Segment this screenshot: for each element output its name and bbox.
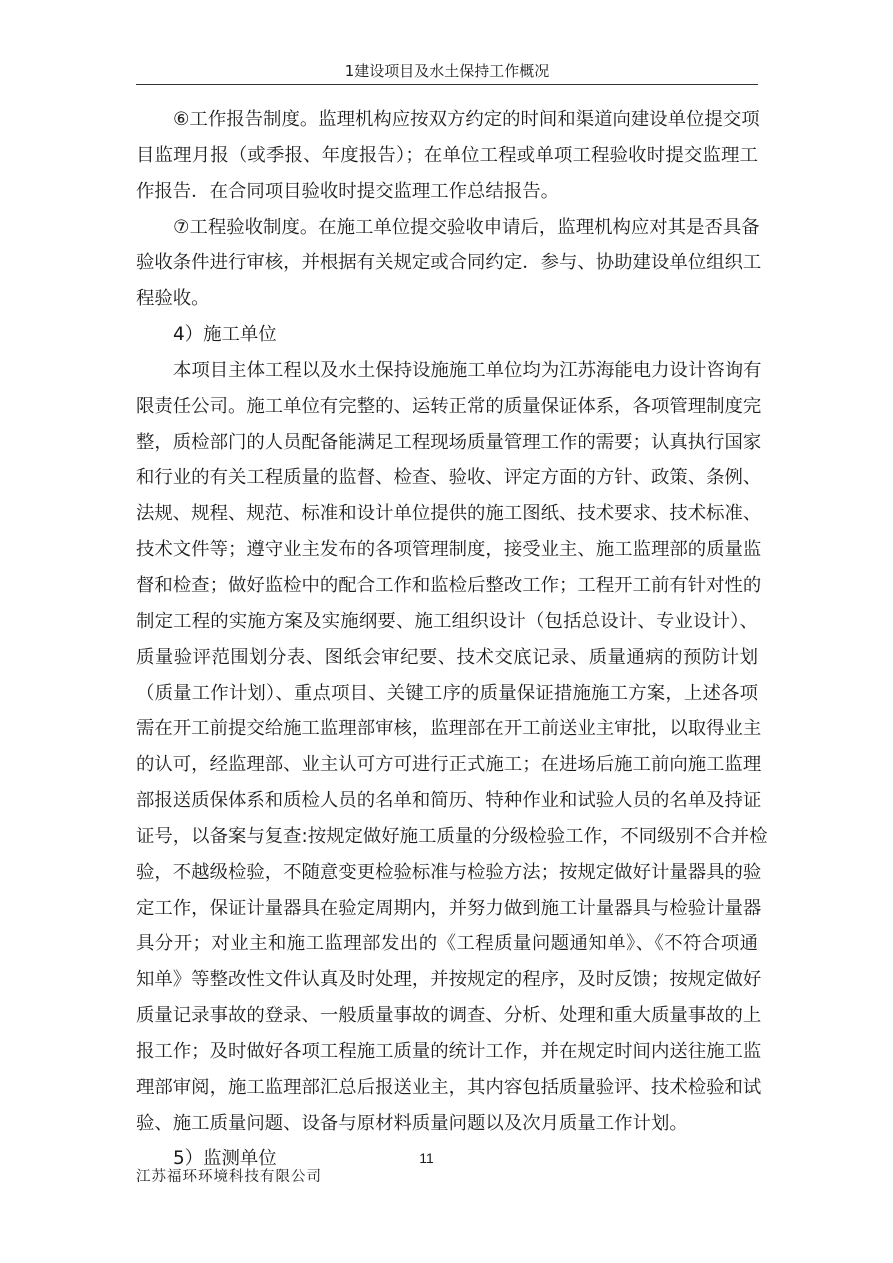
text-line: 限责任公司。施工单位有完整的、运转正常的质量保证体系，各项管理制度完 (136, 395, 762, 417)
text-line: 质量记录事故的登录、一般质量事故的调查、分析、处理和重大质量事故的上 (136, 1005, 762, 1027)
company-footer: 江苏福环环境科技有限公司 (136, 1169, 322, 1185)
text-line: 目监理月报（或季报、年度报告）；在单位工程或单项工程验收时提交监理工 (136, 144, 758, 166)
document-body (136, 102, 768, 1177)
text-line: 的认可，经监理部、业主认可方可进行正式施工；在进场后施工前向施工监理 (136, 754, 762, 776)
text-line: 验收条件进行审核，并根据有关规定或合同约定．参与、协助建设单位组织工 (136, 252, 762, 274)
text-line: （质量工作计划）、重点项目、关键工序的质量保证措施施工方案，上述各项 (136, 682, 758, 704)
text-line: 需在开工前提交给施工监理部审核，监理部在开工前送业主审批，以取得业主 (136, 718, 762, 740)
text-line: 整，质检部门的人员配备能满足工程现场质量管理工作的需要；认真执行国家 (136, 431, 762, 453)
text-line: 定工作，保证计量器具在验定周期内，并努力做到施工计量器具与检验计量器 (136, 897, 762, 919)
paragraph-construction-unit-body (136, 353, 768, 1142)
text-line: 本项目主体工程以及水土保持设施施工单位均为江苏海能电力设计咨询有 (173, 359, 762, 381)
paragraph-acceptance-system (136, 210, 762, 318)
text-line: 报工作；及时做好各项工程施工质量的统计工作，并在规定时间内送往施工监 (136, 1040, 762, 1062)
text-line: 4）施工单位 (173, 324, 277, 346)
text-line: 制定工程的实施方案及实施纲要、施工组织设计（包括总设计、专业设计）、 (136, 610, 758, 632)
text-line: 验、施工质量问题、设备与原材料质量问题以及次月质量工作计划。 (136, 1112, 688, 1134)
text-line: 部报送质保体系和质检人员的名单和简历、特种作业和试验人员的名单及持证 (136, 790, 762, 812)
text-line: 程验收。 (136, 288, 210, 310)
text-line: 作报告．在合同项目验收时提交监理工作总结报告。 (136, 180, 559, 202)
text-line: 技术文件等；遵守业主发布的各项管理制度，接受业主、施工监理部的质量监 (136, 539, 762, 561)
text-line: 理部审阅，施工监理部汇总后报送业主，其内容包括质量验评、技术检验和试 (136, 1076, 762, 1098)
text-line: 验，不越级检验，不随意变更检验标准与检验方法；按规定做好计量器具的验 (136, 861, 762, 883)
text-line: 和行业的有关工程质量的监督、检查、验收、评定方面的方针、政策、条例、 (136, 467, 762, 489)
text-line: 质量验评范围划分表、图纸会审纪要、技术交底记录、质量通病的预防计划 (136, 646, 758, 668)
paragraph-report-system (136, 102, 758, 210)
text-line: 知单》等整改性文件认真及时处理，并按规定的程序，及时反馈；按规定做好 (136, 969, 762, 991)
page-number: 11 (419, 1150, 434, 1166)
header-divider (136, 84, 758, 85)
text-line: ⑥工作报告制度。监理机构应按双方约定的时间和渠道向建设单位提交项 (173, 109, 760, 130)
text-line: 法规、规程、规范、标准和设计单位提供的施工图纸、技术要求、技术标准、 (136, 503, 762, 525)
text-line: 具分开；对业主和施工监理部发出的《工程质量问题通知单》、《不符合项通 (136, 933, 758, 955)
text-line: ⑦工程验收制度。在施工单位提交验收申请后，监理机构应对其是否具备 (173, 216, 760, 238)
page-header: 1建设项目及水土保持工作概况 (344, 62, 550, 80)
text-line: 证号，以备案与复查:按规定做好施工质量的分级检验工作，不同级别不合并检 (136, 825, 768, 847)
text-line: 督和检查；做好监检中的配合工作和监检后整改工作；工程开工前有针对性的 (136, 574, 762, 596)
paragraph-construction-unit-heading (136, 317, 758, 353)
text-line: 5）监测单位 (173, 1148, 277, 1170)
